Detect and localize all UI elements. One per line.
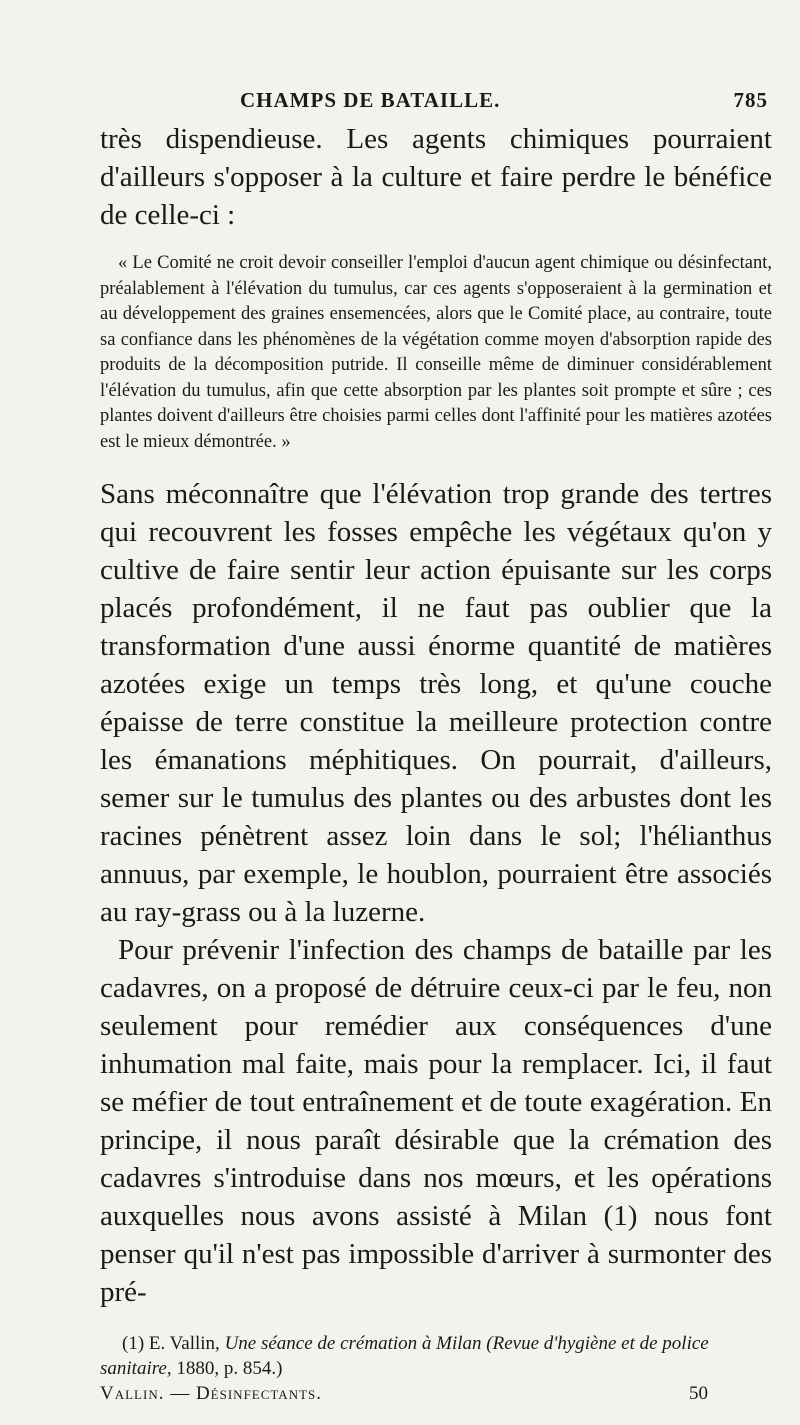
paragraph-cremation: Pour prévenir l'infection des champs de bataille par les cadavres, on a proposé de détruire ceux-ci par le feu, non seulement pour remédier aux conséquences d'une inhumation mal faite, mais pour la remplacer. Ici, il faut se méfier de tout entraînement et de toute exagération. En principe, il nous paraît désirable que la crémation des cadavres s'introduise dans nos mœurs, et les opérations auxquelles nous avons assisté à Milan (1) nous font penser qu'il n'est pas impossible d'arriver à surmonter des pré- bbox=[100, 934, 772, 1308]
footnote bbox=[100, 1331, 772, 1381]
paragraph-opening: très dispendieuse. Les agents chimiques pourraient d'ailleurs s'opposer à la culture et faire perdre le bénéfice de celle-ci : bbox=[100, 123, 772, 231]
footnote-source: (Revue d'hygiène et de police sanitaire, bbox=[100, 1333, 709, 1379]
committee-quote: « Le Comité ne croit devoir conseiller l'emploi d'aucun agent chimique ou désinfectant, préalablement à l'élévation du tumulus, car ces agents s'opposeraient à la germination et au développement des graines ensemencées, alors que le Comité place, au contraire, toute sa confiance dans les phénomènes de la végétation comme moyen d'absorption rapide des produits de la décomposition putride. Il conseille même de diminuer considérablement l'élévation du tumulus, afin que cette absorption par les plantes soit prompte et sûre ; ces plantes doivent d'ailleurs être choisies parmi celles dont l'affinité pour les matières azotées est le mieux démontrée. » bbox=[100, 253, 772, 452]
signature-line bbox=[100, 1383, 772, 1409]
running-head bbox=[100, 88, 772, 118]
footnote-details: 1880, p. 854.) bbox=[176, 1358, 283, 1379]
paragraph-tumulus: Sans méconnaître que l'élévation trop grande des tertres qui recouvrent les fosses empêche les végétaux qu'on y cultive de faire sentir leur action épuisante sur les corps placés profondément, il ne faut pas oublier que la transformation d'une aussi énorme quantité de matières azotées exige un temps très long, et qu'une couche épaisse de terre constitue la meilleure protection contre les émanations méphitiques. On pourrait, d'ailleurs, semer sur le tumulus des plantes ou des arbustes dont les racines pénètrent assez loin dans le sol; l'hélianthus annuus, par exemple, le houblon, pourraient être associés au ray-grass ou à la luzerne. bbox=[100, 478, 772, 928]
footnote-marker: (1) E. Vallin, bbox=[122, 1333, 220, 1354]
page-number: 785 bbox=[733, 88, 768, 112]
signature-number: 50 bbox=[689, 1383, 708, 1404]
signature-author: Vallin. — Désinfectants. bbox=[100, 1383, 323, 1404]
book-page bbox=[100, 88, 772, 1409]
footnote-title: Une séance de crémation à Milan bbox=[224, 1333, 482, 1354]
running-title: CHAMPS DE BATAILLE. bbox=[240, 88, 501, 112]
